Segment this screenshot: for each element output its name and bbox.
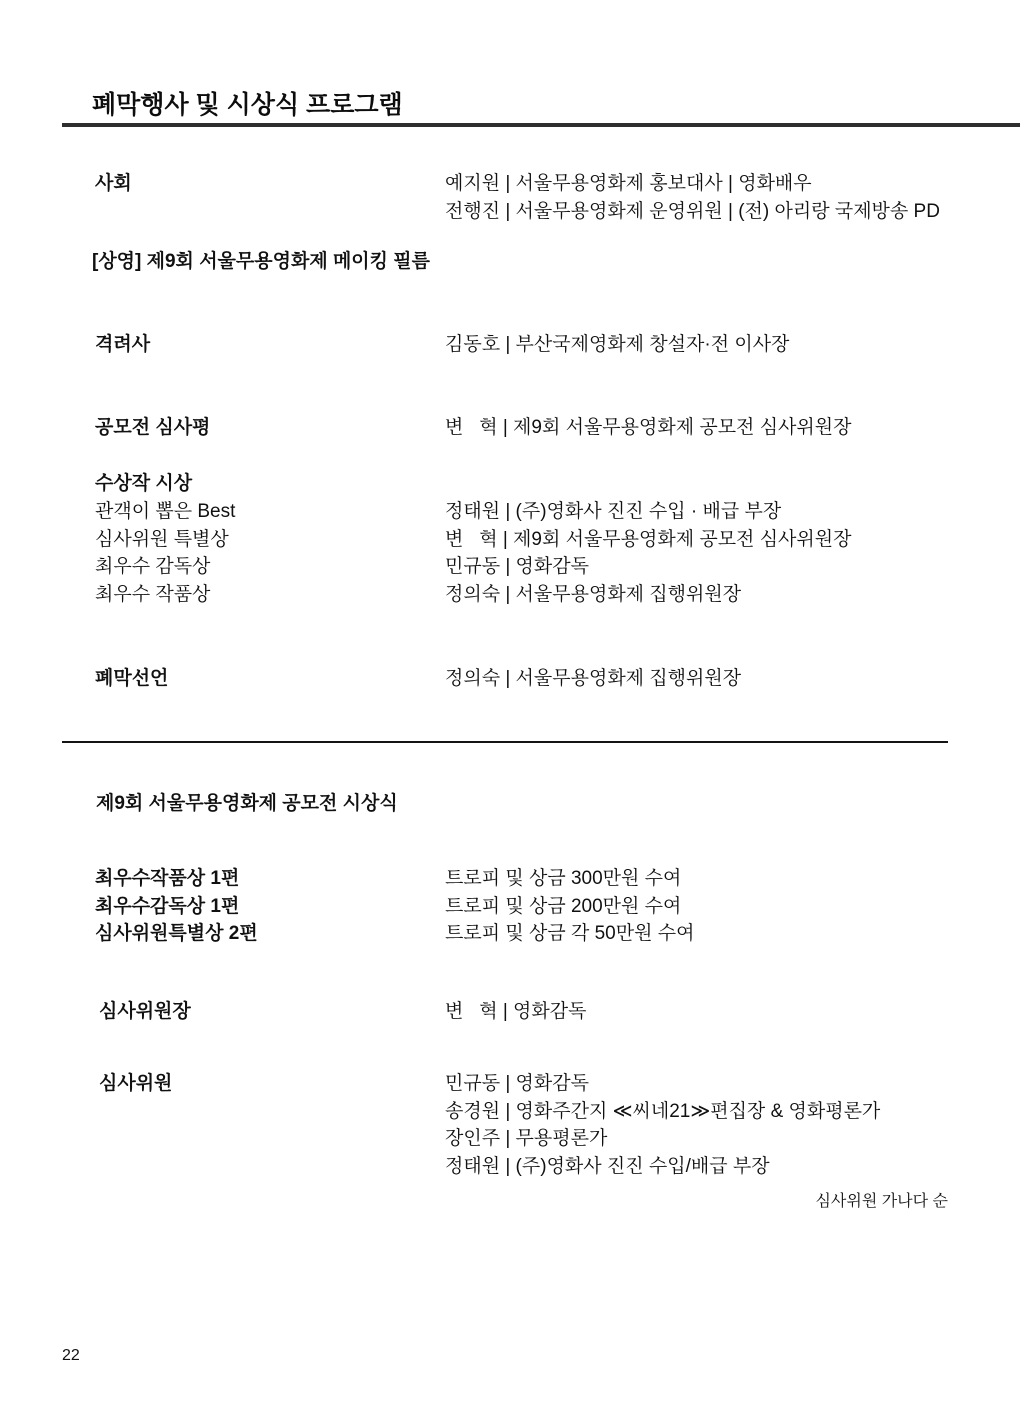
page-title: 폐막행사 및 시상식 프로그램	[92, 90, 403, 119]
award-item-label: 최우수 감독상	[95, 556, 211, 577]
host-label: 사회	[95, 173, 132, 194]
jury-member: 민규동 | 영화감독	[445, 1073, 589, 1094]
award-item-label: 심사위원 특별상	[95, 529, 229, 550]
award-item-label: 관객이 뽑은 Best	[95, 501, 236, 522]
award-presentation-label: 수상작 시상	[95, 473, 193, 494]
page-number: 22	[62, 1347, 80, 1364]
closing-declaration-label: 폐막선언	[95, 668, 169, 689]
award-item-value: 변 혁 | 제9회 서울무용영화제 공모전 심사위원장	[445, 529, 852, 550]
encouragement-label: 격려사	[95, 334, 151, 355]
prize-label: 최우수작품상 1편	[95, 868, 240, 889]
title-divider	[62, 123, 1020, 127]
jury-chair-value: 변 혁 | 영화감독	[445, 1001, 587, 1022]
host-line-1: 예지원 | 서울무용영화제 홍보대사 | 영화배우	[445, 173, 812, 194]
jury-label: 심사위원	[99, 1073, 173, 1094]
closing-declaration-value: 정의숙 | 서울무용영화제 집행위원장	[445, 668, 742, 689]
screening-label: [상영] 제9회 서울무용영화제 메이킹 필름	[92, 251, 431, 272]
jury-member: 정태원 | (주)영화사 진진 수입/배급 부장	[445, 1156, 770, 1177]
contest-ceremony-heading: 제9회 서울무용영화제 공모전 시상식	[96, 793, 398, 814]
contest-review-label: 공모전 심사평	[95, 417, 211, 438]
jury-order-footnote: 심사위원 가나다 순	[815, 1193, 948, 1210]
jury-member: 송경원 | 영화주간지 ≪씨네21≫편집장 & 영화평론가	[445, 1101, 881, 1122]
award-item-label: 최우수 작품상	[95, 584, 211, 605]
contest-review-value: 변 혁 | 제9회 서울무용영화제 공모전 심사위원장	[445, 417, 852, 438]
prize-value: 트로피 및 상금 각 50만원 수여	[445, 923, 695, 944]
section-divider	[62, 741, 948, 743]
award-item-value: 정의숙 | 서울무용영화제 집행위원장	[445, 584, 742, 605]
prize-value: 트로피 및 상금 300만원 수여	[445, 868, 682, 889]
encouragement-value: 김동호 | 부산국제영화제 창설자·전 이사장	[445, 334, 790, 355]
host-line-2: 전행진 | 서울무용영화제 운영위원 | (전) 아리랑 국제방송 PD	[445, 201, 940, 222]
prize-value: 트로피 및 상금 200만원 수여	[445, 896, 682, 917]
jury-member: 장인주 | 무용평론가	[445, 1128, 608, 1149]
award-item-value: 민규동 | 영화감독	[445, 556, 589, 577]
prize-label: 최우수감독상 1편	[95, 896, 240, 917]
prize-label: 심사위원특별상 2편	[95, 923, 258, 944]
award-item-value: 정태원 | (주)영화사 진진 수입 · 배급 부장	[445, 501, 782, 522]
jury-chair-label: 심사위원장	[99, 1001, 191, 1022]
